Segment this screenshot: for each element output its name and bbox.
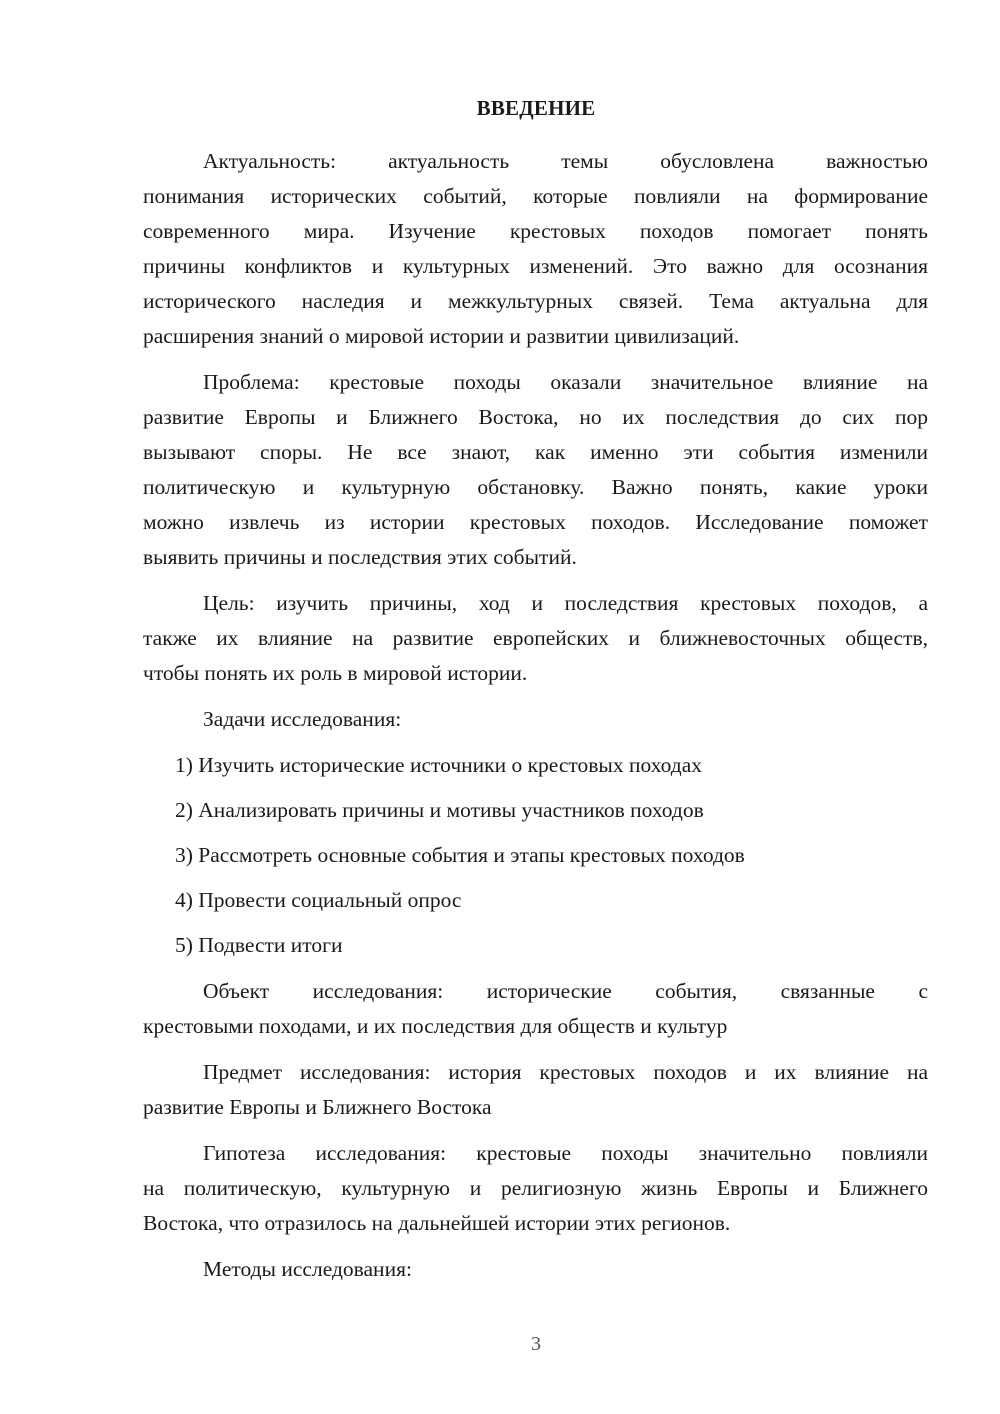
problem-line: можно извлечь из истории крестовых походов. Исследование поможет [143, 510, 928, 534]
methods-heading: Методы исследования: [203, 1257, 412, 1281]
tasks-heading: Задачи исследования: [203, 707, 402, 731]
task-item: 2) Анализировать причины и мотивы участников походов [175, 798, 704, 822]
problem-line: развитие Европы и Ближнего Востока, но их последствия до сих пор [143, 405, 928, 429]
task-item: 4) Провести социальный опрос [175, 888, 462, 912]
problem-line: выявить причины и последствия этих событий. [143, 545, 577, 569]
subject-line: Предмет исследования: история крестовых походов и их влияние на [203, 1060, 928, 1084]
hypothesis-line: Востока, что отразилось на дальнейшей истории этих регионов. [143, 1211, 731, 1235]
task-item: 3) Рассмотреть основные события и этапы крестовых походов [175, 843, 745, 867]
object-line: крестовыми походами, и их последствия для обществ и культур [143, 1014, 728, 1038]
page-number: 3 [531, 1333, 541, 1355]
actuality-line: современного мира. Изучение крестовых походов помогает понять [143, 219, 928, 243]
actuality-line: понимания исторических событий, которые повлияли на формирование [143, 184, 928, 208]
goal-line: чтобы понять их роль в мировой истории. [143, 661, 528, 685]
problem-line: вызывают споры. Не все знают, как именно эти события изменили [143, 440, 928, 464]
subject-line: развитие Европы и Ближнего Востока [143, 1095, 492, 1119]
goal-line: Цель: изучить причины, ход и последствия крестовых походов, а [203, 591, 928, 615]
hypothesis-line: на политическую, культурную и религиозную жизнь Европы и Ближнего [143, 1176, 928, 1200]
problem-line: политическую и культурную обстановку. Важно понять, какие уроки [143, 475, 928, 499]
task-item: 5) Подвести итоги [175, 933, 343, 957]
actuality-line: причины конфликтов и культурных изменений. Это важно для осознания [143, 254, 928, 278]
task-item: 1) Изучить исторические источники о крестовых походах [175, 753, 703, 777]
page-title: ВВЕДЕНИЕ [476, 96, 596, 120]
goal-line: также их влияние на развитие европейских и ближневосточных обществ, [143, 626, 928, 650]
actuality-line: Актуальность: актуальность темы обусловлена важностью [203, 149, 928, 173]
problem-line: Проблема: крестовые походы оказали значительное влияние на [203, 370, 928, 394]
object-line: Объект исследования: исторические события, связанные с [203, 979, 928, 1003]
actuality-line: расширения знаний о мировой истории и развитии цивилизаций. [143, 324, 740, 348]
actuality-line: исторического наследия и межкультурных связей. Тема актуальна для [143, 289, 928, 313]
hypothesis-line: Гипотеза исследования: крестовые походы значительно повлияли [203, 1141, 928, 1165]
